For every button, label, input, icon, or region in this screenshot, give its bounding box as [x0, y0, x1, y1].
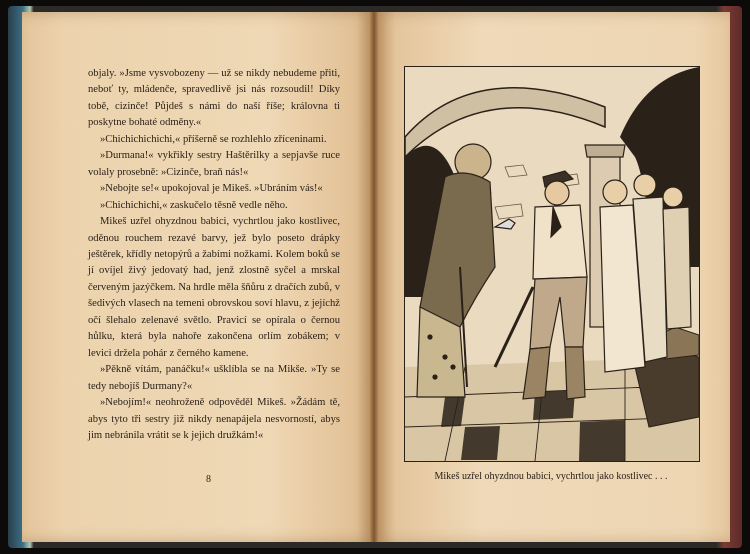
page-number: 8: [206, 474, 211, 485]
paragraph: »Nebojím!« neohroženě odpověděl Mikeš. »Žádám tě, abys tyto tři sestry již nikdy nenapájela nesvorností, abys jim nebránila vrátit se k jejich družkám!«: [88, 397, 340, 441]
paragraph: »Nebojte se!« upokojoval je Mikeš. »Ubráním vás!«: [100, 183, 323, 195]
book-gutter: [370, 12, 378, 542]
paragraph: »Chichichichi,« zaskučelo těsně vedle něho.: [100, 199, 288, 211]
illustration-caption: Mikeš uzřel ohyzdnou babici, vychrtlou jako kostlivec . . .: [434, 471, 668, 482]
paragraph: »Pěkně vítám, panáčku!« ušklíbla se na Mikše. »Ty se tedy nebojíš Durmany?«: [88, 364, 340, 392]
paragraph: »Chichichichichi,« příšerně se rozhlehlo zříceninami.: [100, 133, 327, 145]
illustration: [404, 66, 700, 462]
paragraph: »Durmana!« vykřikly sestry Haštěrilky a sepjavše ruce volaly prosebně: »Cizinče, braň nás!«: [88, 150, 340, 178]
left-page-text: [88, 66, 340, 444]
paragraph: Mikeš uzřel ohyzdnou babici, vychrtlou jako kostlivec, oděnou rouchem rezavé barvy, jež bylo poseto drápky ještěrek, křídly netopýrů a žabími nožkami. Kolem boků se jí ovíjel živý jedovatý had, jenž zlostně syčel a mrskal červeným jazýčkem. Na hrdle měla šňůru z dračích zubů, v šedivých vlasech na temeni obrovskou soví hlavu, z jejíchž očí šlehalo zelenavé světlo. Pravicí se opírala o černou hůlku, která byla nahoře zakončena orlím zobákem; v levici držela pohár z černého kamene.: [88, 216, 340, 359]
paragraph: objaly. »Jsme vysvobozeny — už se nikdy nebudeme přiti, neboť ty, mládenče, spravedlivě jsi nás rozsoudil! Díky tobě, cizinče! Půjdeš s námi do naší říše; královna ti poskytne bohaté odměny.«: [88, 68, 340, 129]
